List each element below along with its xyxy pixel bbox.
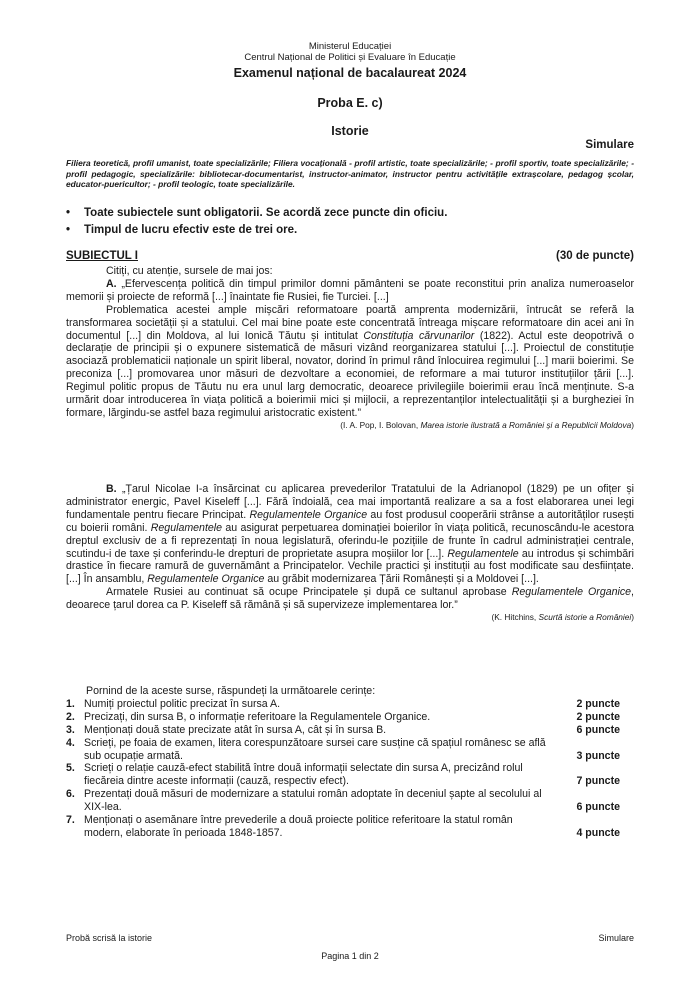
- instruction-line: Pornind de la aceste surse, răspundeți la următoarele cerințe:: [86, 685, 376, 697]
- source-a-letter: A.: [106, 277, 117, 290]
- source-a-paragraph-1: [66, 278, 634, 304]
- questions-block: [66, 685, 634, 840]
- source-b-block: [66, 483, 634, 623]
- question-item: 2. Precizați, din sursa B, o informație referitoare la Regulamentele Organice. 2 puncte: [66, 710, 620, 723]
- question-item: 7. Menționați o asemănare între prevederile a două proiecte politice referitoare la statul român modern, elaborate în perioada 1848-1857. 4 puncte: [66, 814, 620, 839]
- rule-item: • Timpul de lucru efectiv este de trei ore.: [66, 222, 634, 239]
- center-line: Centrul Național de Politici și Evaluare în Educație: [244, 52, 456, 63]
- rules-list: [66, 205, 634, 239]
- source-a-p1-text: „Efervescența politică din timpul primilor domni pământeni se poate reconstitui prin analiza numeroaselor memorii și proiecte de reformă [...] înaintate fie Rusiei, fie Turciei. [...]: [66, 277, 634, 303]
- intro-line: Citiți, cu atenție, sursele de mai jos:: [106, 265, 273, 277]
- rule-item: • Toate subiectele sunt obligatorii. Se acordă zece puncte din oficiu.: [66, 205, 634, 222]
- source-b-letter: B.: [106, 483, 117, 495]
- page-number: Pagina 1 din 2: [321, 951, 379, 961]
- subject-title: Istorie: [331, 124, 369, 138]
- source-b-paragraph-2: Armatele Rusiei au continuat să ocupe Principatele și după ce sultanul aprobase Regulamentele Organice, deoarece țarul dorea ca P. Kiseleff să rămână și să supervizeze implementarea lor.”: [66, 586, 634, 612]
- question-item: 1. Numiți proiectul politic precizat în sursa A. 2 puncte: [66, 697, 620, 710]
- question-item: 5. Scrieți o relație cauză-efect stabilită între două informații selectate din sursa A, precizând rolul fiecăreia dintre aceste informații (cauză, respectiv efect). 7 puncte: [66, 762, 620, 788]
- exam-title: Examenul național de bacalaureat 2024: [233, 66, 467, 80]
- footer-right: Simulare: [598, 933, 634, 943]
- question-item: 3. Menționați două state precizate atât în sursa A, cât și în sursa B. 6 puncte: [66, 723, 620, 736]
- source-a-paragraph-2: [66, 304, 634, 420]
- ministry-line: Ministerul Educației: [308, 41, 392, 52]
- subject-1-header: [66, 250, 634, 264]
- subject-1-label: SUBIECTUL I: [66, 250, 138, 262]
- proba-title: Proba E. c): [317, 96, 383, 110]
- simulare-label: Simulare: [585, 139, 634, 151]
- source-a-p2-text: Problematica acestei ample mișcări reformatoare poartă amprenta modernizării, întrucât se referă la transformarea societății și a statului. Cel mai bine poate este concentrată întreaga mișcare reformatoare din acei ani în documentul [...] din Moldova, al lui Ionică Tăutu și intitulat: [66, 303, 634, 342]
- question-item: 4. Scrieți, pe foaia de examen, litera corespunzătoare sursei care susține că spațiul românesc se află sub ocupație armată. 3 puncte: [66, 736, 620, 762]
- footer-left: Probă scrisă la istorie: [66, 933, 153, 943]
- source-a-p2-italic: Constituția cărvunarilor: [363, 329, 475, 342]
- source-a-p2-text-b: (1822). Actul este deopotrivă o declarație de principii și o expunere sistematică de măsuri vizând reorganizarea statului [...]. Proiectul de constituție asociază problematicii naționale un spirit liberal, novator, dorind în primul rând înlocuirea regimului [...] marii boierimi. Se preconiza [...] promovarea unor măsuri de dezvoltare a economiei, de reformare a mai tuturor instituțiilor țării [...]. Regimul politic propus de Tăutu nu era unul larg democratic, deoarece privilegiile boierimii erau încă menținute. S-a urmărit doar introducerea în viața politică a boierimii mici și mijlocii, a reprezentanților intelectualității și a burgheziei în formare, lărgindu-se astfel baza regimului aristocratic existent.”: [66, 329, 634, 419]
- subject-1-points: (30 de puncte): [556, 250, 634, 262]
- source-b-paragraph-1: B. „Țarul Nicolae I-a însărcinat cu aplicarea prevederilor Tratatului de la Adrianopol (1829) pe un ofițer și administrator energic, Pavel Kiseleff [...]. Fără îndoială, cea mai importantă realizare a sa a fost elaborarea unei legi fundamentale pentru fiecare Principat. Regulamentele Organice au fost produsul cooperării strânse a autorităților rusești cu boierii români. Regulamentele au asigurat perpetuarea dominației boierilor în viața politică, recunoscându-le acestora dreptul exclusiv de a fi reprezentați în noua legislatură, oferindu-le pozițiile de frunte în cadrul administrației centrale, scutindu-i de taxe și conferindu-le drepturi de proprietate asupra moșiilor lor [...]. Regulamentele au introdus și schimbări drastice în fiecare ramură de guvernământ a Principatelor. Vechile practici și instituții au fost modificate sau desființate. [...] În ansamblu, Regulamentele Organice au grăbit modernizarea Țării Românești și a Moldovei [...].: [66, 483, 634, 586]
- filiera-text: Filiera teoretică, profil umanist, toate specializările; Filiera vocațională - profil artistic, toate specializările; - profil sportiv, toate specializările; - profil pedagogic, specializările: bibliotecar-documentarist, instructor-animator, instructor pentru activitățile extrașcolare, pedagog școlar, educator-puericultor; - profil teologic, toate specializările.: [66, 158, 634, 189]
- source-a-citation: (I. A. Pop, I. Bolovan, Marea istorie ilustrată a României și a Republicii Moldova): [340, 419, 634, 430]
- source-a-block: [66, 265, 634, 431]
- source-b-citation: (K. Hitchins, Scurtă istorie a României): [491, 612, 634, 623]
- question-item: 6. Prezentați două măsuri de modernizare a statului român adoptate în deceniul șapte al secolului al XIX-lea. 6 puncte: [66, 788, 620, 814]
